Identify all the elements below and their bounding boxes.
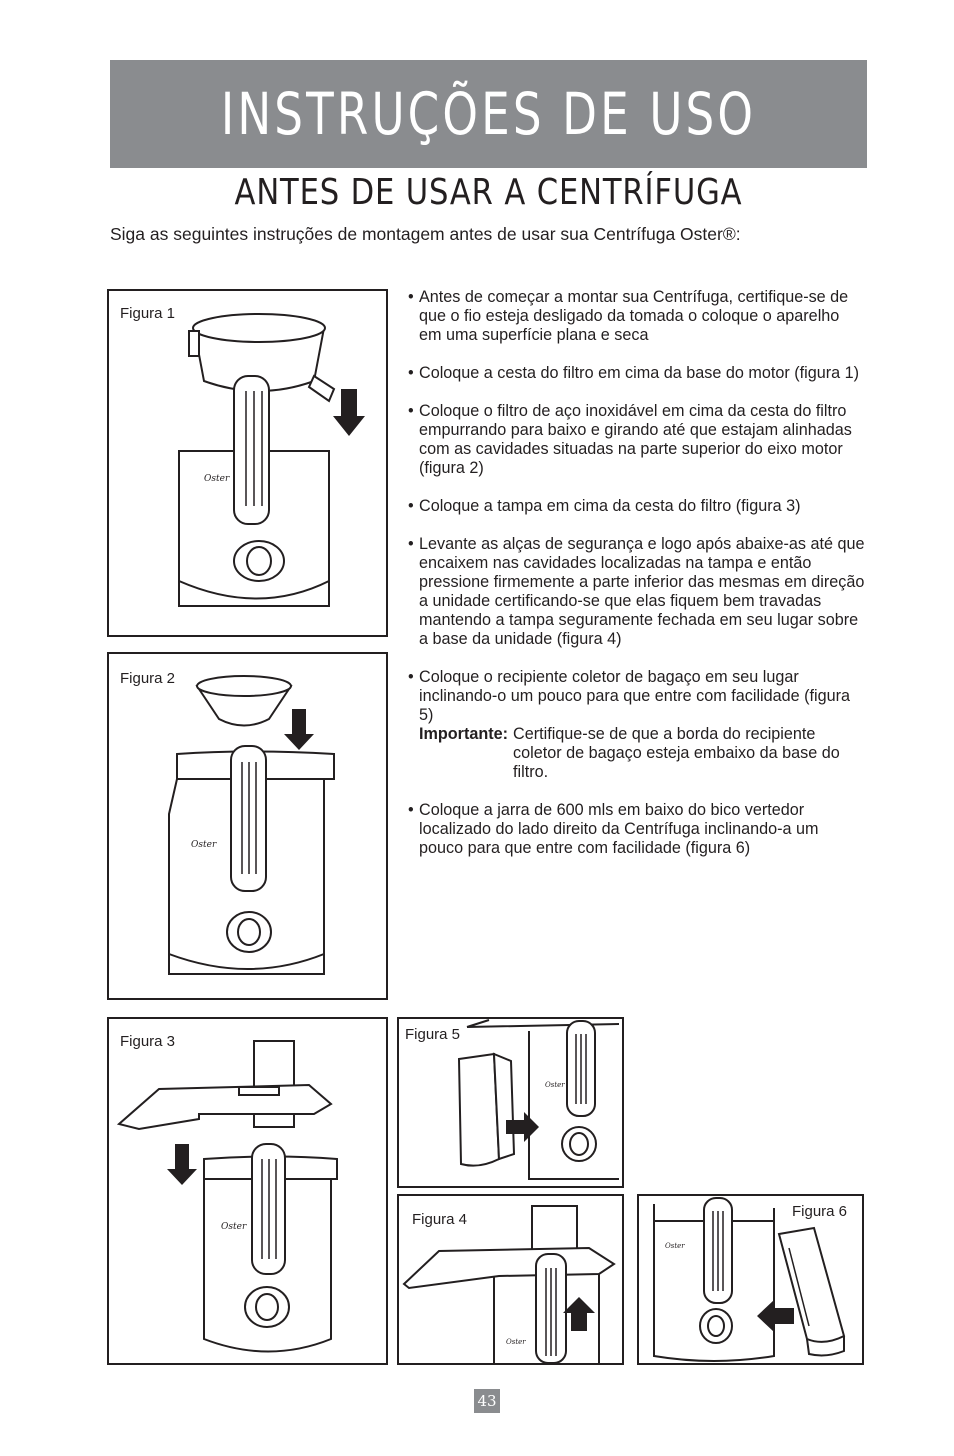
figure-1	[107, 289, 388, 637]
list-item: • Antes de começar a montar sua Centrífuga, certifique-se de que o fio esteja desligado da tomada o coloque o aparelho em uma superfície plana e seca	[405, 288, 865, 345]
figure-5	[397, 1017, 624, 1188]
list-item: • Coloque o filtro de aço inoxidável em cima da cesta do filtro empurrando para baixo e girando até que estajam alinhadas com as cavidades situadas na parte superior do eixo motor (figura 2)	[405, 402, 865, 478]
figure-label: Figura 4	[412, 1211, 468, 1228]
title-banner	[110, 60, 867, 168]
figure-3	[107, 1017, 388, 1365]
intro-text: Siga as seguintes instruções de montagem antes de usar sua Centrífuga Oster®:	[110, 224, 741, 244]
brand-logo: Oster	[506, 1338, 526, 1346]
figure-label: Figura 6	[792, 1203, 848, 1220]
important-text: Certifique-se de que a borda do recipiente coletor de bagaço esteja embaixo da base do filtro.	[513, 725, 840, 781]
juicer-illustration	[109, 654, 386, 998]
figure-6	[637, 1194, 864, 1365]
important-note	[419, 725, 865, 782]
instruction-list	[405, 288, 865, 877]
list-item-text: • Coloque o recipiente coletor de bagaço em seu lugar inclinando-o um pouco para que entre com facilidade (figura 5)	[419, 668, 851, 724]
juicer-illustration	[109, 291, 386, 635]
brand-logo: Oster	[545, 1081, 565, 1089]
brand-logo: Oster	[665, 1242, 685, 1250]
figure-label: Figura 5	[405, 1026, 461, 1043]
brand-logo: Oster	[204, 474, 230, 484]
important-label: Importante:	[419, 725, 509, 743]
page-title: INSTRUÇÕES DE USO	[220, 80, 757, 148]
brand-logo: Oster	[221, 1222, 247, 1232]
juicer-illustration	[399, 1019, 622, 1186]
list-item: • Coloque a cesta do filtro em cima da base do motor (figura 1)	[405, 364, 865, 383]
figure-2	[107, 652, 388, 1000]
list-item	[405, 668, 865, 782]
juicer-illustration	[639, 1196, 862, 1363]
figure-label: Figura 1	[120, 305, 176, 322]
page-number: 43	[474, 1389, 500, 1413]
list-item: • Levante as alças de segurança e logo após abaixe-as até que encaixem nas cavidades localizadas na tampa e então pressione firmemente a parte inferior das mesmas em direção a unidade certificando-se que elas fiquem bem travadas mantendo a tampa seguramente fechada em seu lugar sobre a base da unidade (figura 4)	[405, 535, 865, 649]
list-item: • Coloque a jarra de 600 mls em baixo do bico vertedor localizado do lado direito da Centrífuga inclinando-a um pouco para que entre com facilidade (figura 6)	[405, 801, 865, 858]
brand-logo: Oster	[191, 840, 217, 850]
figure-4	[397, 1194, 624, 1365]
figure-label: Figura 3	[120, 1033, 176, 1050]
figure-label: Figura 2	[120, 670, 176, 687]
section-subtitle: ANTES DE USAR A CENTRÍFUGA	[234, 172, 743, 213]
juicer-illustration	[109, 1019, 386, 1363]
list-item: • Coloque a tampa em cima da cesta do filtro (figura 3)	[405, 497, 865, 516]
